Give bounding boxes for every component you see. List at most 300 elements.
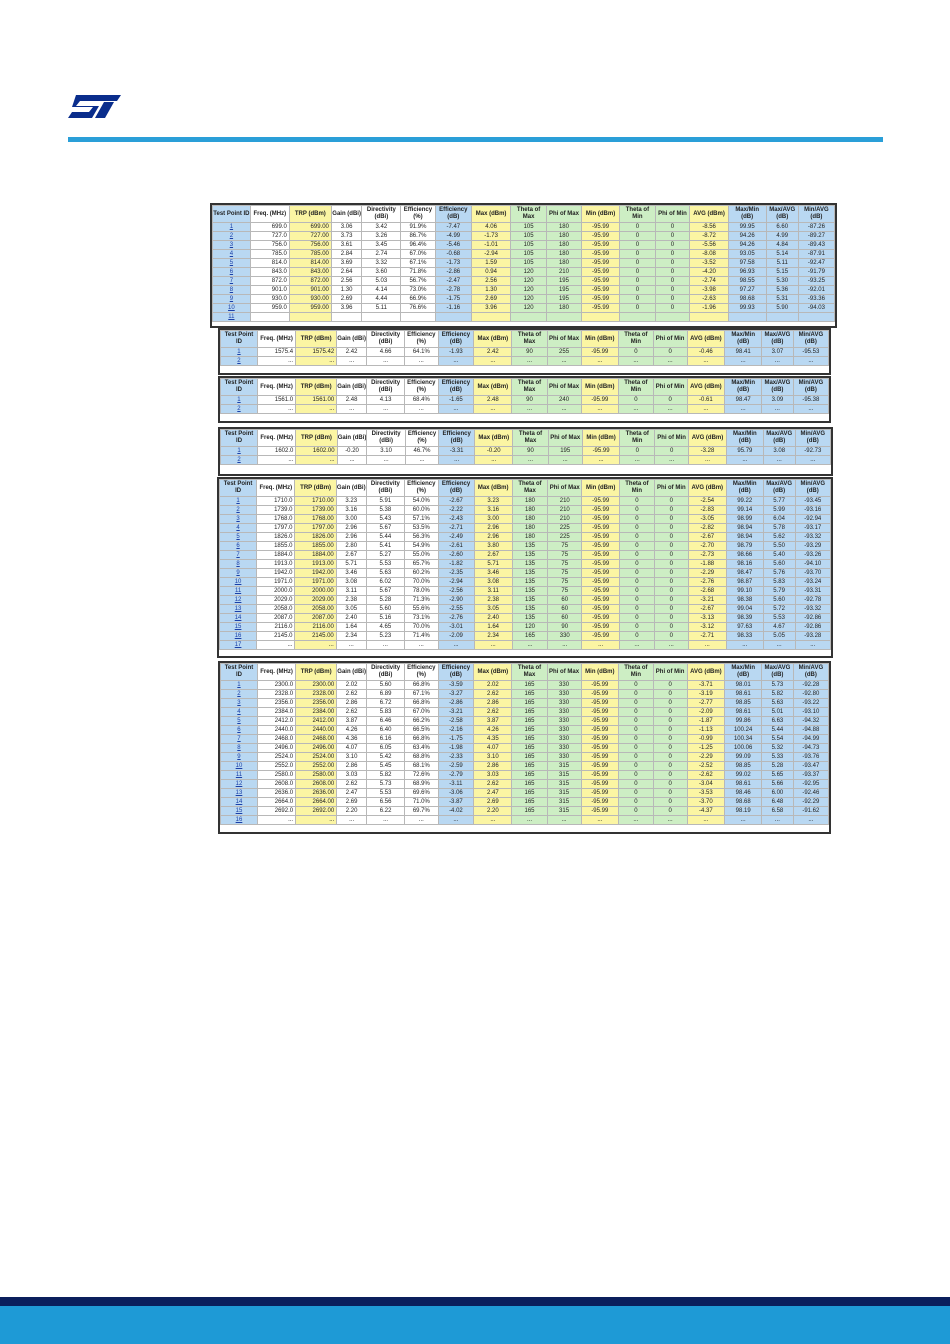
test-point-link[interactable]: 3 [221, 699, 258, 708]
table-cell: 0 [653, 807, 687, 816]
test-point-link[interactable]: 8 [221, 744, 258, 753]
column-header: TRP (dBm) [295, 480, 336, 497]
test-point-link[interactable]: 5 [213, 259, 251, 268]
table-row [221, 744, 829, 753]
table-cell: -91.62 [793, 807, 828, 816]
table-cell: 0.94 [472, 268, 511, 277]
table-cell: -92.73 [795, 447, 830, 456]
table-cell: -94.10 [795, 560, 830, 569]
table-cell: -93.24 [795, 578, 830, 587]
table-cell: 0 [620, 223, 655, 232]
table-cell: 4.35 [474, 735, 512, 744]
column-header: Phi of Max [548, 480, 582, 497]
test-point-link[interactable]: 11 [213, 313, 251, 322]
table-row [220, 497, 831, 506]
table-cell: 2.64 [331, 268, 361, 277]
table-cell: 3.96 [331, 304, 361, 313]
column-header: TRP (dBm) [296, 664, 337, 681]
table-cell: 3.06 [331, 223, 361, 232]
test-point-link[interactable]: 4 [220, 524, 257, 533]
table-cell: 5.53 [367, 789, 405, 798]
table-cell: -1.93 [438, 348, 474, 357]
table-row [221, 789, 829, 798]
table-cell: 0 [619, 771, 654, 780]
test-point-link[interactable]: 14 [221, 798, 258, 807]
table-cell: 330 [547, 708, 581, 717]
test-point-link[interactable]: 1 [220, 497, 257, 506]
table-cell: 78.0% [405, 587, 439, 596]
table-cell: 2.86 [474, 762, 512, 771]
table-cell: 180 [547, 241, 582, 250]
table-cell: 0 [653, 699, 687, 708]
table-cell: 5.60 [763, 560, 795, 569]
table-cell: 60 [548, 614, 582, 623]
test-point-link[interactable]: 9 [221, 753, 258, 762]
table-cell: 165 [512, 632, 547, 641]
table-cell: 98.68 [728, 295, 766, 304]
table-cell: 165 [512, 717, 547, 726]
table-cell: -93.76 [793, 753, 828, 762]
table-cell: -94.32 [793, 717, 828, 726]
column-header: Min/AVG (dB) [795, 480, 830, 497]
table-cell: 5.11 [766, 259, 798, 268]
test-point-link[interactable]: 7 [213, 277, 251, 286]
column-header: Max (dBm) [475, 430, 513, 447]
test-point-link[interactable]: 6 [220, 542, 257, 551]
table-cell: 2664.0 [257, 798, 295, 807]
table-cell: 0 [654, 578, 688, 587]
table-cell: 0 [653, 780, 687, 789]
test-point-link[interactable]: 2 [220, 506, 257, 515]
table-cell: 66.8% [405, 735, 438, 744]
table-cell: ... [619, 357, 654, 366]
table-cell: 2145.0 [257, 632, 295, 641]
table-cell: 165 [512, 708, 547, 717]
table-cell: -89.27 [798, 232, 834, 241]
test-point-link[interactable]: 10 [220, 578, 257, 587]
table-cell: 120 [511, 295, 547, 304]
table-cell: -3.98 [690, 286, 728, 295]
table-cell: -95.38 [793, 396, 828, 405]
table-cell: 180 [512, 533, 547, 542]
table-cell: ... [548, 641, 582, 650]
table-cell: -95.99 [582, 506, 620, 515]
table-cell: ... [512, 357, 547, 366]
table-cell: 0 [619, 708, 654, 717]
test-point-link[interactable]: 4 [213, 250, 251, 259]
table-cell: -92.86 [795, 623, 830, 632]
table-cell: 2116.0 [257, 623, 295, 632]
table-cell: ... [547, 357, 581, 366]
table-cell: -93.17 [795, 524, 830, 533]
table-cell: -1.75 [438, 735, 474, 744]
table-row [221, 762, 829, 771]
test-point-link[interactable]: 11 [220, 587, 257, 596]
table-cell: 872.0 [250, 277, 289, 286]
table-cell: 240 [547, 396, 581, 405]
table-cell: 135 [512, 560, 547, 569]
table-cell: 180 [512, 515, 547, 524]
column-header: Test Point ID [220, 480, 257, 497]
table-cell: 4.26 [337, 726, 367, 735]
table-cell: 3.23 [474, 497, 512, 506]
table-cell: 5.15 [766, 268, 798, 277]
test-point-link[interactable]: 7 [221, 735, 258, 744]
table-cell: 0 [620, 277, 655, 286]
table-cell: 98.38 [726, 596, 763, 605]
table-cell: 6.46 [367, 717, 405, 726]
table-cell: ... [687, 816, 725, 825]
test-point-link[interactable]: 10 [213, 304, 251, 313]
table-row [220, 578, 831, 587]
table-cell: 0 [653, 771, 687, 780]
table-cell: -7.47 [435, 223, 472, 232]
table-cell: ... [405, 816, 438, 825]
table-cell: 98.61 [725, 708, 762, 717]
table-cell: 210 [548, 497, 582, 506]
table-cell: -92.28 [793, 681, 828, 690]
column-header: Theta of Min [619, 331, 654, 348]
test-point-link[interactable]: 2 [221, 405, 258, 414]
table-cell: 90 [512, 396, 547, 405]
table-cell: 75 [548, 587, 582, 596]
table-row [221, 771, 829, 780]
table-cell: 165 [512, 753, 547, 762]
table-cell: -0.99 [687, 735, 725, 744]
table-cell: ... [367, 456, 405, 465]
table-cell: 5.03 [362, 277, 401, 286]
table-cell: 2.96 [474, 533, 512, 542]
table-cell: -93.47 [793, 762, 828, 771]
column-header: Directivity (dBi) [367, 331, 405, 348]
table-cell: 2.69 [472, 295, 511, 304]
column-header: Max/Min (dB) [725, 664, 762, 681]
test-point-link[interactable]: 13 [220, 605, 257, 614]
table-cell: 180 [512, 506, 547, 515]
table-row [213, 268, 835, 277]
table-cell: 0 [653, 798, 687, 807]
table-cell: 98.99 [726, 515, 763, 524]
test-point-link[interactable]: 14 [220, 614, 257, 623]
test-point-link[interactable]: 17 [220, 641, 257, 650]
table-cell: 2.80 [336, 542, 366, 551]
table-cell: 3.32 [362, 259, 401, 268]
column-header: Gain (dBi) [331, 206, 361, 223]
table-cell: -2.63 [690, 295, 728, 304]
test-point-link[interactable]: 9 [213, 295, 251, 304]
table-cell: 930.0 [250, 295, 289, 304]
table-cell: 1.30 [472, 286, 511, 295]
table-cell: 0 [655, 268, 690, 277]
table-cell: ... [439, 456, 475, 465]
table-cell: 98.61 [725, 780, 762, 789]
test-point-link[interactable]: 12 [221, 780, 258, 789]
table-cell: 5.83 [763, 578, 795, 587]
table-cell: 0 [655, 223, 690, 232]
column-header: AVG (dBm) [688, 480, 726, 497]
table-cell: -2.47 [435, 277, 472, 286]
table-cell: -1.13 [687, 726, 725, 735]
test-point-link[interactable]: 5 [221, 717, 258, 726]
table-cell: 65.7% [405, 560, 439, 569]
test-point-link[interactable]: 1 [221, 396, 258, 405]
table-cell: 2.42 [474, 348, 512, 357]
table-cell: -1.88 [688, 560, 726, 569]
table-cell: 3.05 [474, 605, 512, 614]
table-cell: 135 [512, 587, 547, 596]
table-cell: 100.34 [725, 735, 762, 744]
table-cell: 3.09 [762, 396, 794, 405]
column-header: Theta of Max [513, 430, 548, 447]
table-cell: 5.78 [763, 524, 795, 533]
table-block-1 [210, 203, 837, 328]
table-cell: 2608.00 [296, 780, 337, 789]
table-block-2 [218, 328, 831, 375]
table-header-row [221, 664, 829, 681]
table-row [221, 681, 829, 690]
table-cell: 76.6% [401, 304, 435, 313]
test-point-link[interactable]: 1 [213, 223, 251, 232]
table-cell: 6.00 [762, 789, 794, 798]
table-cell: 98.61 [725, 690, 762, 699]
table-cell: 60 [548, 596, 582, 605]
table-cell: 1971.00 [295, 578, 336, 587]
table-cell: -95.99 [581, 753, 619, 762]
test-point-link[interactable]: 2 [213, 232, 251, 241]
table-cell: 3.46 [474, 569, 512, 578]
test-point-link[interactable]: 15 [220, 623, 257, 632]
table-cell: 105 [511, 223, 547, 232]
table-cell: 98.66 [726, 551, 763, 560]
test-point-link[interactable]: 8 [213, 286, 251, 295]
table-cell: 0 [654, 605, 688, 614]
table-cell: 2.02 [337, 681, 367, 690]
table-row [213, 304, 835, 313]
test-point-link[interactable]: 16 [221, 816, 258, 825]
column-header: AVG (dBm) [690, 206, 728, 223]
table-row [213, 313, 835, 322]
table-cell: ... [725, 357, 762, 366]
column-header: Min (dBm) [582, 430, 620, 447]
footer-dark-band [0, 1297, 950, 1306]
test-point-link[interactable]: 3 [220, 515, 257, 524]
test-point-link[interactable]: 5 [220, 533, 257, 542]
table-cell: -1.73 [472, 232, 511, 241]
table-cell: 75 [548, 569, 582, 578]
table-cell: ... [793, 357, 828, 366]
table-cell: 5.16 [366, 614, 404, 623]
test-point-link[interactable]: 8 [220, 560, 257, 569]
table-cell: 6.89 [367, 690, 405, 699]
table-cell: 99.10 [726, 587, 763, 596]
table-cell: 1913.0 [257, 560, 295, 569]
test-point-link[interactable]: 2 [221, 690, 258, 699]
table-cell: 0 [653, 753, 687, 762]
table-cell: 98.47 [725, 396, 762, 405]
table-cell: 0 [653, 744, 687, 753]
table-cell: 0 [655, 447, 689, 456]
table-cell: 3.11 [474, 587, 512, 596]
table-row [220, 623, 831, 632]
column-header: Efficiency (%) [405, 430, 438, 447]
column-header: Freq. (MHz) [250, 206, 289, 223]
table-cell: -3.27 [438, 690, 474, 699]
table-cell: 75 [548, 551, 582, 560]
column-header: Max/Min (dB) [725, 379, 762, 396]
table-cell: 0 [620, 295, 655, 304]
table-cell: -95.99 [581, 744, 619, 753]
table-cell: 959.0 [250, 304, 289, 313]
table-cell: 0 [655, 250, 690, 259]
test-point-link[interactable]: 10 [221, 762, 258, 771]
table-row [220, 533, 831, 542]
table-cell: -95.99 [581, 798, 619, 807]
table-cell: -95.99 [581, 295, 619, 304]
table-cell: 86.7% [401, 232, 435, 241]
table-cell: ... [762, 816, 794, 825]
table-cell: -5.46 [435, 241, 472, 250]
table-cell: 55.6% [405, 605, 439, 614]
table-cell: -4.37 [687, 807, 725, 816]
table-block-4 [218, 427, 833, 476]
table-cell: -0.20 [337, 447, 367, 456]
table-cell: -93.29 [795, 542, 830, 551]
table-cell: ... [581, 405, 619, 414]
table-cell: 5.05 [763, 632, 795, 641]
table-cell: 75 [548, 578, 582, 587]
test-point-link[interactable]: 4 [221, 708, 258, 717]
table-cell: 0 [654, 497, 688, 506]
table-cell: -2.33 [438, 753, 474, 762]
table-cell: 2524.0 [257, 753, 295, 762]
table-cell: -2.73 [688, 551, 726, 560]
table-cell: 4.67 [763, 623, 795, 632]
table-cell: 105 [511, 259, 547, 268]
test-point-link[interactable]: 2 [221, 456, 258, 465]
table-cell: 0 [619, 726, 654, 735]
table-cell: 1826.0 [257, 533, 295, 542]
header-rule [68, 137, 883, 142]
table-cell: -95.99 [582, 447, 620, 456]
table-cell: 2.56 [331, 277, 361, 286]
column-header: Gain (dBi) [337, 379, 367, 396]
table-cell: -94.73 [793, 744, 828, 753]
table-cell: 5.90 [766, 304, 798, 313]
table-cell: 1797.0 [257, 524, 295, 533]
table-cell: 5.32 [762, 744, 794, 753]
table-cell: 68.4% [405, 396, 438, 405]
table-cell: 0 [655, 295, 690, 304]
test-point-link[interactable]: 15 [221, 807, 258, 816]
table-cell: 0 [620, 605, 655, 614]
table-cell: 0 [653, 717, 687, 726]
table-cell: 98.39 [726, 614, 763, 623]
table-cell: 5.50 [763, 542, 795, 551]
table-row [213, 241, 835, 250]
table-cell: 0 [619, 789, 654, 798]
column-header: Min/AVG (dB) [793, 664, 828, 681]
table-cell: 315 [547, 762, 581, 771]
table-cell: -3.52 [690, 259, 728, 268]
table-cell: 2.69 [331, 295, 361, 304]
table-cell: ... [366, 641, 404, 650]
table-cell: 5.82 [367, 771, 405, 780]
table-cell: 195 [547, 295, 582, 304]
table-cell: -93.28 [795, 632, 830, 641]
test-point-link[interactable]: 7 [220, 551, 257, 560]
test-point-link[interactable]: 13 [221, 789, 258, 798]
test-point-link[interactable]: 9 [220, 569, 257, 578]
table-cell: 195 [548, 447, 582, 456]
table-cell: 1.64 [474, 623, 512, 632]
table-cell: -3.12 [688, 623, 726, 632]
table-cell: ... [475, 456, 513, 465]
table-cell: -1.82 [438, 560, 474, 569]
table-cell: -2.79 [438, 771, 474, 780]
table-cell: 105 [511, 232, 547, 241]
table-cell: 2.96 [336, 524, 366, 533]
test-point-link[interactable]: 1 [221, 681, 258, 690]
table-cell: 4.66 [367, 348, 405, 357]
column-header: Directivity (dBi) [362, 206, 401, 223]
table-cell: ... [581, 357, 619, 366]
table-cell: 0 [654, 533, 688, 542]
test-point-link[interactable]: 16 [220, 632, 257, 641]
table-cell: ... [655, 456, 689, 465]
column-header: Gain (dBi) [337, 664, 367, 681]
table-cell: 91.9% [401, 223, 435, 232]
table-row [213, 286, 835, 295]
table-cell: 2.86 [337, 699, 367, 708]
table-cell: -2.09 [687, 708, 725, 717]
table-cell: 105 [511, 241, 547, 250]
table-cell: 2468.00 [296, 735, 337, 744]
table-cell: 54.0% [405, 497, 439, 506]
table-cell: 75 [548, 542, 582, 551]
table-cell: -2.86 [438, 699, 474, 708]
table-cell: -95.99 [581, 681, 619, 690]
table-cell: -95.99 [581, 286, 619, 295]
table-cell: 330 [547, 690, 581, 699]
table-cell: 100.24 [725, 726, 762, 735]
table-cell: 69.7% [405, 807, 438, 816]
test-point-link[interactable]: 1 [221, 348, 258, 357]
table-cell: 67.1% [401, 259, 435, 268]
test-point-link[interactable]: 3 [213, 241, 251, 250]
test-point-link[interactable]: 6 [213, 268, 251, 277]
test-point-link[interactable]: 12 [220, 596, 257, 605]
test-point-link[interactable]: 1 [221, 447, 258, 456]
table-cell: 98.33 [726, 632, 763, 641]
table-cell: 4.26 [474, 726, 512, 735]
table-cell: 699.00 [289, 223, 331, 232]
table-cell: 90 [513, 447, 548, 456]
table-cell: ... [474, 405, 512, 414]
test-point-link[interactable]: 2 [221, 357, 258, 366]
table-cell: 1561.0 [257, 396, 295, 405]
table-cell: -95.99 [582, 560, 620, 569]
column-header: Theta of Max [512, 379, 547, 396]
column-header: AVG (dBm) [687, 379, 725, 396]
table-cell: ... [337, 405, 367, 414]
table-cell: 105 [511, 250, 547, 259]
table-cell: 2145.00 [295, 632, 336, 641]
test-point-link[interactable]: 6 [221, 726, 258, 735]
table-cell: 901.00 [289, 286, 331, 295]
test-point-link[interactable]: 11 [221, 771, 258, 780]
table-cell: 57.1% [405, 515, 439, 524]
table-cell: 165 [512, 690, 547, 699]
